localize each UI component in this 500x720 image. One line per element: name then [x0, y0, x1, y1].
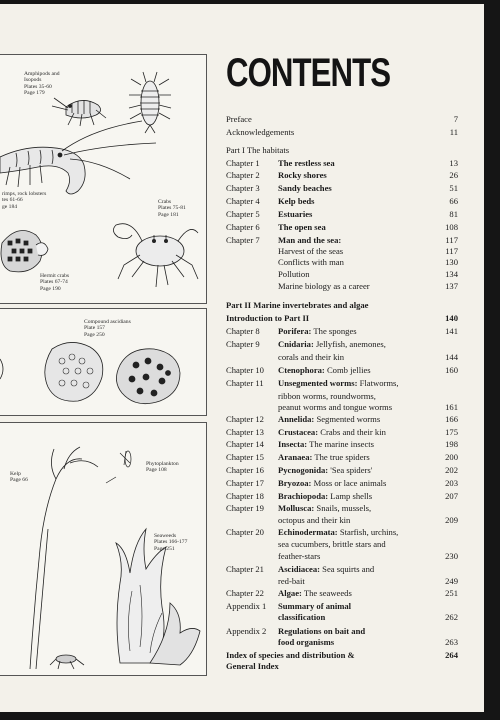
toc-row	[226, 378, 458, 388]
toc-page-number: 26	[449, 170, 458, 180]
ascidian-illustration-panel	[0, 308, 207, 416]
toc-entry-rest: Harvest of the seas	[278, 246, 344, 256]
toc-row	[226, 452, 458, 462]
toc-row	[226, 209, 458, 219]
toc-chapter-label: Chapter 4	[226, 196, 260, 206]
toc-entry-bold-part: Echinodermata:	[278, 527, 338, 537]
toc-entry-title	[278, 269, 310, 279]
caption-crabs: Crabs Plates 75-81 Page 181	[158, 199, 186, 218]
toc-page-number: 175	[445, 427, 458, 437]
toc-page-number: 51	[449, 183, 458, 193]
toc-chapter-label: Chapter 3	[226, 183, 260, 193]
toc-entry-title	[278, 491, 372, 501]
toc-page-number: 198	[445, 439, 458, 449]
toc-entry-rest: Moss or lace animals	[311, 478, 387, 488]
ascidian-blob-drawing	[116, 349, 180, 404]
toc-row	[226, 352, 458, 362]
toc-entry-title	[278, 257, 344, 267]
toc-entry-title	[278, 588, 352, 598]
toc-entry-bold-part: Annelida:	[278, 414, 315, 424]
toc-page-number: 161	[445, 402, 458, 412]
toc-entry-title: Introduction to Part II	[226, 313, 310, 323]
toc-row	[226, 235, 458, 245]
toc-entry-bold-part: Bryozoa:	[278, 478, 312, 488]
toc-entry-bold-part: Summary of animal	[278, 601, 352, 611]
toc-entry-rest: Marine biology as a career	[278, 281, 370, 291]
toc-chapter-label: Chapter 13	[226, 427, 264, 437]
toc-row	[226, 326, 458, 336]
toc-page-number: 262	[445, 612, 458, 622]
kelp-drawing	[30, 447, 98, 669]
toc-row	[226, 313, 458, 323]
toc-row	[226, 300, 458, 310]
toc-entry-title	[278, 352, 344, 362]
toc-entry-title	[278, 235, 341, 245]
hermit-crab-drawing	[1, 231, 48, 272]
toc-entry-title	[278, 391, 376, 401]
toc-row	[226, 281, 458, 291]
toc-entry-rest: sea cucumbers, brittle stars and	[278, 539, 386, 549]
toc-entry-title	[278, 626, 365, 636]
toc-entry-bold-part: Man and the sea:	[278, 235, 342, 245]
toc-entry-bold-part: Unsegmented worms:	[278, 378, 358, 388]
toc-entry-title	[278, 478, 386, 488]
toc-entry-rest: peanut worms and tongue worms	[278, 402, 393, 412]
toc-row	[226, 402, 458, 412]
toc-entry-bold-part: Insecta:	[278, 439, 308, 449]
toc-chapter-label: Chapter 20	[226, 527, 264, 537]
toc-chapter-label: Chapter 2	[226, 170, 260, 180]
toc-entry-rest: corals and their kin	[278, 352, 345, 362]
toc-row	[226, 365, 458, 375]
toc-entry-rest: The sponges	[311, 326, 357, 336]
toc-entry-title	[278, 158, 335, 168]
toc-entry-title	[278, 551, 320, 561]
toc-entry-rest: octopus and their kin	[278, 515, 351, 525]
toc-page-number: 166	[445, 414, 458, 424]
toc-row	[226, 626, 458, 636]
toc-entry-title	[278, 183, 332, 193]
crab-drawing	[113, 224, 198, 287]
toc-chapter-label: Chapter 12	[226, 414, 264, 424]
toc-page-number: 141	[445, 326, 458, 336]
caption-seaweeds: Seaweeds Plates 166-177 Page 251	[154, 533, 188, 552]
toc-row	[226, 170, 458, 180]
toc-chapter-label: Chapter 6	[226, 222, 260, 232]
toc-row	[226, 269, 458, 279]
toc-row	[226, 491, 458, 501]
toc-row	[226, 222, 458, 232]
toc-row	[226, 158, 458, 168]
toc-entry-title	[278, 612, 325, 622]
toc-row	[226, 539, 458, 549]
toc-entry-rest: The seaweeds	[301, 588, 352, 598]
toc-chapter-label: Chapter 10	[226, 365, 264, 375]
toc-entry-rest: Pollution	[278, 269, 310, 279]
toc-entry-bold-part: Cnidaria:	[278, 339, 314, 349]
caption-hermit-crabs: Hermit crabs Plates 67-74 Page 190	[40, 273, 70, 292]
toc-page-number: 137	[445, 281, 458, 291]
toc-entry-title: General Index	[226, 661, 279, 671]
toc-entry-bold-part: Kelp beds	[278, 196, 315, 206]
shrimp-drawing	[0, 121, 156, 194]
toc-entry-bold-part: Rocky shores	[278, 170, 327, 180]
toc-row	[226, 246, 458, 256]
ascidian-colony-drawing	[45, 342, 103, 401]
toc-page-number: 11	[449, 127, 458, 137]
toc-entry-title	[278, 427, 386, 437]
toc-row	[226, 114, 458, 124]
toc-entry-title	[278, 539, 386, 549]
book-page	[0, 4, 484, 712]
isopod-drawing	[129, 72, 171, 133]
toc-entry-bold-part: food organisms	[278, 637, 335, 647]
toc-row	[226, 339, 458, 349]
toc-row	[226, 551, 458, 561]
toc-entry-title	[278, 281, 370, 291]
toc-page-number: 203	[445, 478, 458, 488]
toc-row	[226, 661, 458, 671]
contents-heading: CONTENTS	[226, 51, 391, 95]
toc-entry-bold-part: classification	[278, 612, 326, 622]
toc-page-number: 140	[445, 313, 458, 323]
toc-page-number: 207	[445, 491, 458, 501]
toc-page-number: 202	[445, 465, 458, 475]
toc-entry-bold-part: Pycnogonida:	[278, 465, 329, 475]
toc-row	[226, 183, 458, 193]
toc-chapter-label: Chapter 9	[226, 339, 260, 349]
toc-entry-title	[278, 378, 399, 388]
toc-entry-bold-part: Algae:	[278, 588, 302, 598]
toc-entry-rest: ribbon worms, roundworms,	[278, 391, 376, 401]
toc-entry-rest: 'Sea spiders'	[328, 465, 373, 475]
toc-entry-rest: Snails, mussels,	[314, 503, 372, 513]
toc-entry-title: Index of species and distribution &	[226, 650, 355, 660]
toc-entry-title	[278, 196, 315, 206]
toc-entry-bold-part: Estuaries	[278, 209, 313, 219]
toc-row	[226, 564, 458, 574]
toc-chapter-label: Chapter 16	[226, 465, 264, 475]
toc-entry-title	[278, 515, 350, 525]
toc-page-number: 81	[449, 209, 458, 219]
toc-entry-title: Acknowledgements	[226, 127, 295, 137]
toc-page-number: 144	[445, 352, 458, 362]
toc-entry-title: Part II Marine invertebrates and algae	[226, 300, 369, 310]
toc-entry-bold-part: The open sea	[278, 222, 326, 232]
toc-page-number: 230	[445, 551, 458, 561]
toc-entry-rest: Starfish, urchins,	[337, 527, 399, 537]
toc-entry-rest: Comb jellies	[324, 365, 371, 375]
toc-chapter-label: Chapter 21	[226, 564, 264, 574]
toc-entry-title	[278, 601, 351, 611]
toc-page-number: 249	[445, 576, 458, 586]
toc-entry-rest: Conflicts with man	[278, 257, 344, 267]
toc-page-number: 209	[445, 515, 458, 525]
toc-page-number: 130	[445, 257, 458, 267]
toc-page-number: 117	[445, 235, 458, 245]
toc-chapter-label: Chapter 19	[226, 503, 264, 513]
toc-row	[226, 145, 458, 155]
toc-page-number: 200	[445, 452, 458, 462]
table-of-contents	[222, 4, 462, 712]
toc-row	[226, 576, 458, 586]
toc-entry-rest: Lamp shells	[328, 491, 373, 501]
toc-entry-bold-part: Aranaea:	[278, 452, 313, 462]
toc-entry-rest: Crabs and their kin	[318, 427, 386, 437]
phytoplankton-drawing	[106, 451, 131, 483]
toc-row	[226, 257, 458, 267]
toc-entry-title: Preface	[226, 114, 252, 124]
toc-entry-title	[278, 637, 334, 647]
toc-entry-bold-part: Ascidiacea:	[278, 564, 321, 574]
toc-chapter-label: Chapter 14	[226, 439, 264, 449]
toc-entry-rest: red-bait	[278, 576, 305, 586]
toc-row	[226, 478, 458, 488]
toc-page-number: 117	[445, 246, 458, 256]
toc-row	[226, 588, 458, 598]
toc-entry-bold-part: Brachiopoda:	[278, 491, 329, 501]
toc-row	[226, 127, 458, 137]
toc-entry-title	[278, 452, 370, 462]
toc-entry-bold-part: Porifera:	[278, 326, 312, 336]
toc-entry-title	[278, 465, 372, 475]
toc-page-number: 251	[445, 588, 458, 598]
toc-entry-title	[278, 246, 343, 256]
toc-row	[226, 196, 458, 206]
algae-illustration-panel	[0, 422, 207, 676]
toc-row	[226, 601, 458, 611]
crustacean-illustration-panel	[0, 54, 207, 304]
toc-entry-rest: Sea squirts and	[320, 564, 375, 574]
toc-chapter-label: Appendix 1	[226, 601, 267, 611]
toc-row	[226, 465, 458, 475]
toc-entry-title	[278, 222, 326, 232]
toc-entry-rest: feather-stars	[278, 551, 321, 561]
toc-entry-bold-part: Mollusca:	[278, 503, 315, 513]
toc-entry-title	[278, 339, 386, 349]
toc-entry-title	[278, 439, 374, 449]
caption-kelp: Kelp Page 66	[10, 471, 28, 484]
toc-entry-bold-part: Crustacea:	[278, 427, 319, 437]
toc-row	[226, 612, 458, 622]
toc-chapter-label: Appendix 2	[226, 626, 267, 636]
toc-page-number: 66	[449, 196, 458, 206]
toc-row	[226, 637, 458, 647]
toc-row	[226, 427, 458, 437]
toc-entry-title	[278, 527, 398, 537]
illustration-column	[0, 4, 212, 712]
toc-entry-title	[278, 402, 392, 412]
toc-chapter-label: Chapter 18	[226, 491, 264, 501]
toc-row	[226, 515, 458, 525]
caption-phytoplankton: Phytoplankton Page 108	[146, 461, 179, 474]
toc-page-number: 134	[445, 269, 458, 279]
toc-entry-rest: The marine insects	[307, 439, 375, 449]
toc-chapter-label: Chapter 5	[226, 209, 260, 219]
toc-page-number: 263	[445, 637, 458, 647]
toc-entry-title	[278, 209, 312, 219]
toc-chapter-label: Chapter 7	[226, 235, 260, 245]
toc-page-number: 7	[453, 114, 458, 124]
toc-entry-bold-part: The restless sea	[278, 158, 335, 168]
caption-shrimps: rimps, rock lobsters tes 61-66 ge 184	[2, 191, 47, 210]
toc-page-number: 264	[445, 650, 458, 660]
toc-entry-title	[278, 576, 305, 586]
toc-entry-rest: The true spiders	[312, 452, 370, 462]
toc-row	[226, 503, 458, 513]
toc-chapter-label: Chapter 17	[226, 478, 264, 488]
toc-entry-bold-part: Regulations on bait and	[278, 626, 366, 636]
toc-entry-title	[278, 365, 371, 375]
toc-chapter-label: Chapter 8	[226, 326, 260, 336]
caption-amphipods: Amphipods and Isopods Plates 35-60 Page 179	[24, 71, 60, 96]
toc-page-number: 13	[449, 158, 458, 168]
toc-entry-title	[278, 414, 380, 424]
toc-entry-title: Part I The habitats	[226, 145, 290, 155]
amphipod-drawing	[52, 98, 106, 126]
toc-page-number: 160	[445, 365, 458, 375]
toc-row	[226, 391, 458, 401]
toc-entry-rest: Jellyfish, anemones,	[313, 339, 386, 349]
toc-entry-bold-part: Ctenophora:	[278, 365, 325, 375]
toc-row	[226, 527, 458, 537]
toc-chapter-label: Chapter 1	[226, 158, 260, 168]
caption-ascidians: Compound ascidians Plate 157 Page 250	[84, 319, 131, 338]
toc-entry-title	[278, 564, 374, 574]
toc-chapter-label: Chapter 11	[226, 378, 264, 388]
toc-page-number: 108	[445, 222, 458, 232]
toc-entry-title	[278, 503, 371, 513]
toc-entry-rest: Flatworms,	[357, 378, 399, 388]
toc-entry-rest: Segmented worms	[314, 414, 381, 424]
toc-entry-title	[278, 170, 327, 180]
toc-row	[226, 650, 458, 660]
toc-entry-bold-part: Sandy beaches	[278, 183, 332, 193]
toc-chapter-label: Chapter 22	[226, 588, 264, 598]
toc-row	[226, 439, 458, 449]
toc-row	[226, 414, 458, 424]
toc-chapter-label: Chapter 15	[226, 452, 264, 462]
toc-entry-title	[278, 326, 357, 336]
